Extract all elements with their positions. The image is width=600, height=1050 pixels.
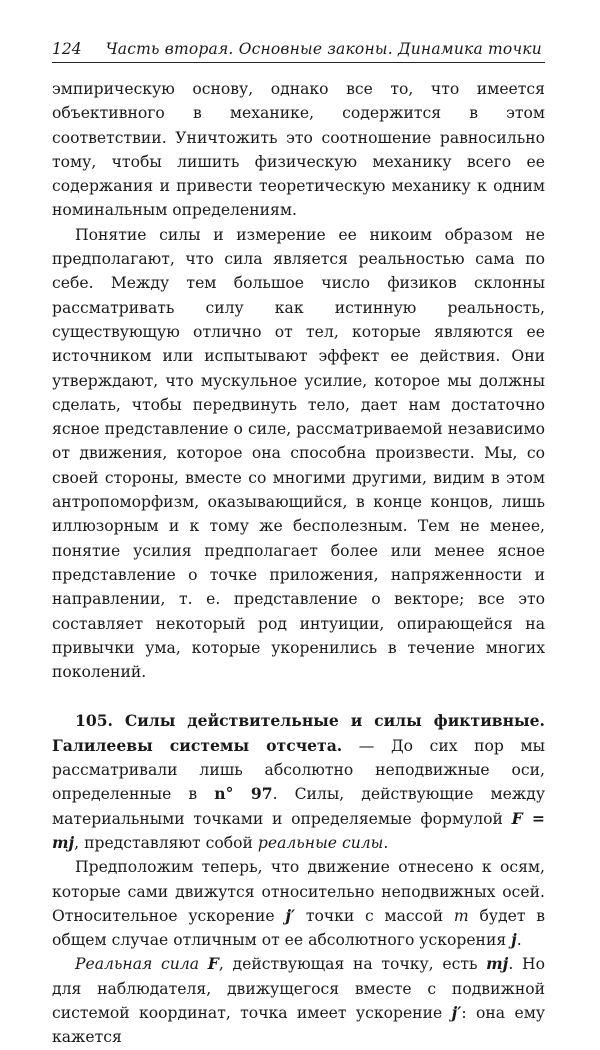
section-105-paragraph <box>52 709 545 855</box>
p5-text-a: , действующая на точку, есть <box>218 955 487 974</box>
running-header <box>52 40 545 63</box>
p5-text-b: . Но для наблюдателя, движущегося вместе с подвижной системой координат, точка имеет ускорение <box>52 955 545 1022</box>
paragraph-force-concept: Понятие силы и измерение ее никоим образом не предполагают, что сила является реальностью сама по себе. Между тем большое число физиков склонны рассматривать силу как истинную реальность, существующую отлично от тел, которые являются ее источником или испытывают эффект ее действия. Они утверждают, что мускульное усилие, которое мы должны сделать, чтобы передвинуть тело, дает нам достаточно ясное представление о силе, рассматриваемой независимо от движения, которое она способна произвести. Мы, со своей стороны, вместе со многими другими, видим в этом антропоморфизм, оказывающийся, в конце концов, лишь иллюзорным и к тому же бесполезным. Тем не менее, понятие усилия предполагает более или менее ясное представление о точке приложения, напряженности и направлении, т. е. представление о векторе; все это составляет некоторый род интуиции, опирающейся на привычки ума, которые укоренились в течение многих поколений. <box>52 225 545 682</box>
paragraph-continued: эмпирическую основу, однако все то, что имеется объективного в механике, содержится в этом соответствии. Уничтожить это соотношение равносильно тому, чтобы лишить физическую механику всего ее содержания и привести теоретическую механику к одним номинальным определениям. <box>52 80 545 220</box>
symbol-j: j <box>511 930 517 950</box>
section-text-c: , представляют собой <box>74 833 258 852</box>
paragraph-real-force <box>52 952 545 1049</box>
symbol-j-prime: j′ <box>285 905 296 925</box>
page-number: 124 <box>52 40 82 58</box>
p4-text-d: . <box>516 931 522 950</box>
symbol-m: m <box>453 906 469 925</box>
book-page <box>52 40 545 1050</box>
symbol-mj: mj <box>486 954 509 974</box>
p5-text-c: : она ему кажется <box>52 1003 545 1047</box>
symbol-F: F <box>207 954 219 974</box>
p4-text-c: будет в общем случае отличным от ее абсолютного ускорения <box>52 906 545 950</box>
term-real-forces: реальные силы <box>257 833 384 852</box>
section-text-a: — До сих пор мы рассматривали лишь абсолютно неподвижные оси, определенные в <box>52 736 545 804</box>
p4-text-a: Предположим теперь, что движение отнесено к осям, которые сами движутся относительно неподвижных осей. Относительное ускорение <box>52 858 545 925</box>
section-text-d: . <box>383 833 389 852</box>
term-real-force: Реальная сила <box>75 955 200 974</box>
section-heading: 105. Силы действительные и силы фиктивные. Галилеевы системы отсчета. <box>52 711 545 755</box>
running-title: Часть вторая. Основные законы. Динамика точки <box>105 40 542 58</box>
paragraph-relative-acceleration <box>52 855 545 952</box>
section-ref: n° 97 <box>214 784 273 804</box>
formula: F = mj <box>52 808 545 852</box>
symbol-j-prime-2: j′ <box>451 1002 462 1022</box>
section-spacer <box>52 684 545 709</box>
section-text-b: . Силы, действующие между материальными точками и определяемые формулой <box>52 785 546 828</box>
p4-text-b: точки с массой <box>295 906 454 925</box>
